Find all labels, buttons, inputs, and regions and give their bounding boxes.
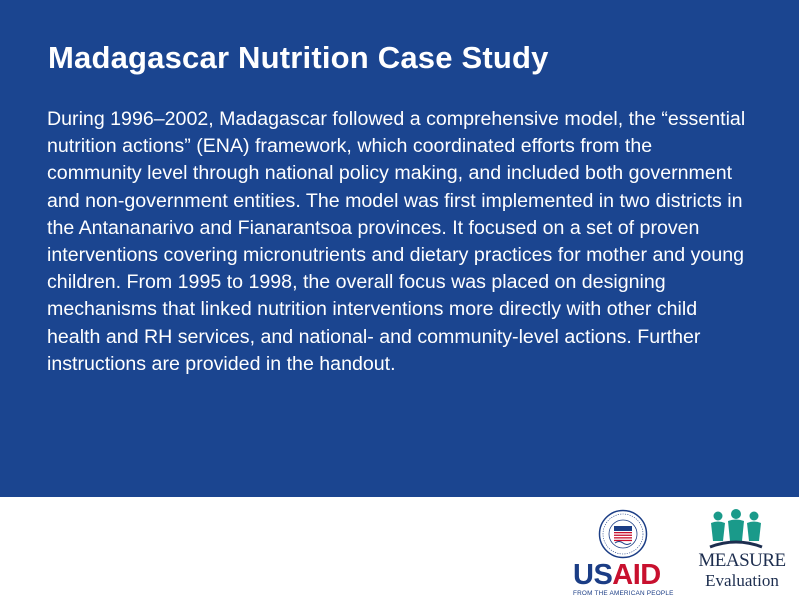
usaid-seal-icon — [598, 509, 648, 559]
slide-title: Madagascar Nutrition Case Study — [48, 40, 549, 75]
measure-name: MEASURE — [698, 550, 786, 571]
measure-subtitle: Evaluation — [705, 571, 779, 590]
usaid-wordmark-aid: AID — [612, 559, 661, 591]
usaid-logo — [565, 505, 677, 597]
measure-evaluation-logo — [692, 507, 792, 597]
people-figures-icon — [706, 507, 766, 551]
usaid-tagline: FROM THE AMERICAN PEOPLE — [573, 590, 674, 597]
footer-logos — [0, 497, 799, 598]
usaid-wordmark — [573, 561, 661, 590]
usaid-wordmark-us: US — [573, 559, 613, 591]
slide-body: During 1996–2002, Madagascar followed a comprehensive model, the “essential nutrition actions” (ENA) framework, which coordinated efforts from the community level through national policy making, and included both government and non-government entities. The model was first implemented in two districts in the Antananarivo and Fianarantsoa provinces. It focused on a set of proven interventions covering micronutrients and dietary practices for mother and young children. From 1995 to 1998, the overall focus was placed on designing mechanisms that linked nutrition interventions more directly with other child health and RH services, and national- and community-level actions. Further instructions are provided in the handout. — [47, 108, 746, 375]
